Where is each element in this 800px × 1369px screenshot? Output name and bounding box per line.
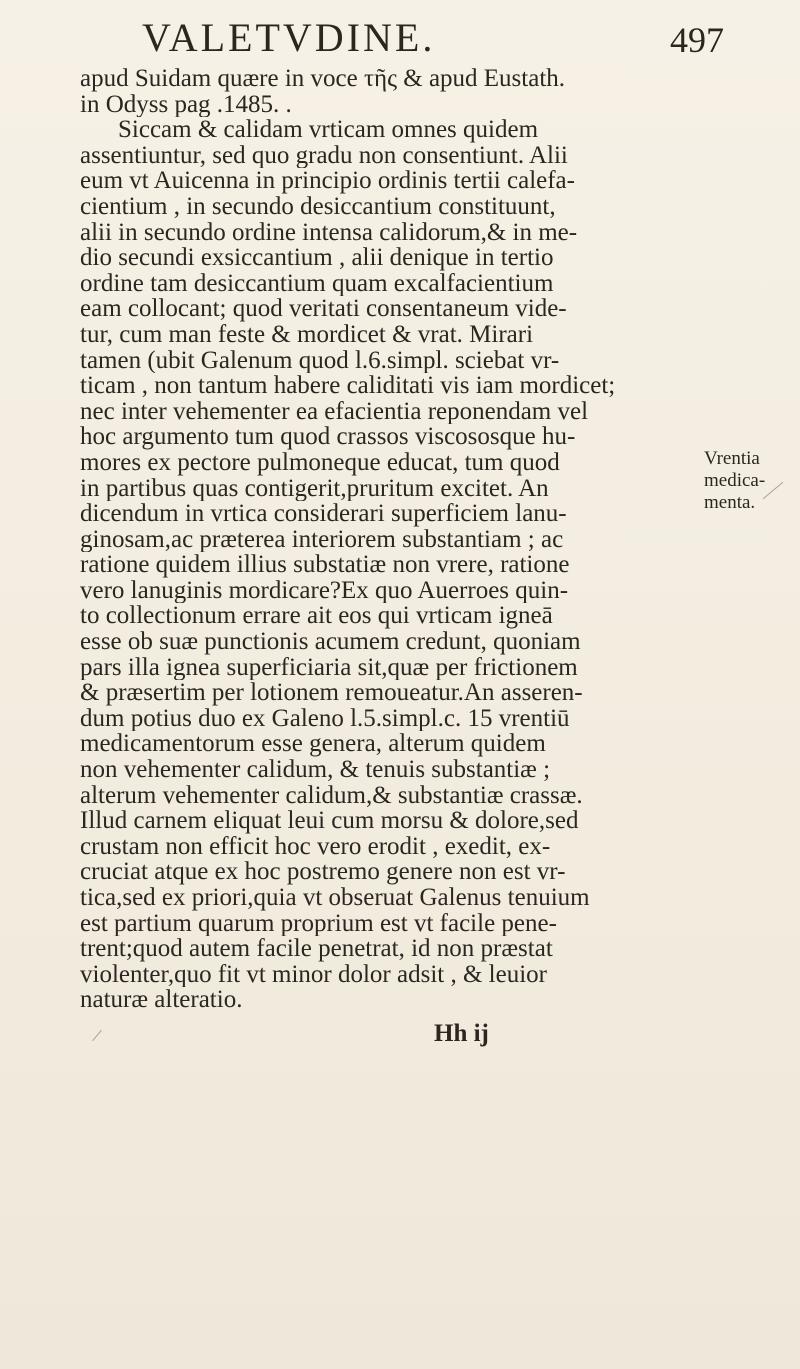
- text-line: & præsertim per lotionem remoueatur.An asseren-: [80, 680, 583, 706]
- text-line: ratione quidem illius substatiæ non vrere, ratione: [80, 552, 570, 578]
- signature-mark: Hh ij: [434, 1020, 489, 1047]
- text-line: alii in secundo ordine intensa calidorum,& in me-: [80, 219, 578, 246]
- text-line: crustam non efficit hoc vero erodit , exedit, ex-: [80, 833, 551, 860]
- text-line: cruciat atque ex hoc postremo genere non est vr-: [80, 859, 566, 885]
- text-line: tamen (ubit Galenum quod l.6.simpl. sciebat vr-: [80, 347, 560, 374]
- marginal-note-line: medica-: [704, 470, 766, 491]
- text-line: dum potius duo ex Galeno l.5.simpl.c. 15 vrentiū: [80, 705, 570, 732]
- text-line: nec inter vehementer ea efacientia reponendam vel: [80, 398, 589, 425]
- text-line: assentiuntur, sed quo gradu non consentiunt. Alii: [80, 142, 568, 169]
- text-line: in partibus quas contigerit,pruritum excitet. An: [80, 475, 549, 502]
- text-line: to collectionum errare ait eos qui vrticam igneā: [80, 603, 553, 630]
- text-line: cientium , in secundo desiccantium constituunt,: [80, 193, 556, 220]
- text-line: mores ex pectore pulmoneque educat, tum quod: [80, 449, 560, 476]
- text-line: ticam , non tantum habere caliditati vis iam mordicet;: [80, 373, 616, 399]
- text-line: ginosam,ac præterea interiorem substantiam ; ac: [80, 526, 564, 553]
- stray-pen-mark: [92, 1030, 102, 1041]
- text-line: Illud carnem eliquat leui cum morsu & dolore,sed: [80, 808, 579, 834]
- text-line: tica,sed ex priori,quia vt obseruat Galenus tenuium: [80, 885, 590, 911]
- text-line: naturæ alteratio.: [80, 987, 243, 1013]
- text-line: est partium quarum proprium est vt facile pene-: [80, 910, 557, 937]
- text-line: in Odyss pag .1485. .: [80, 91, 292, 118]
- marginal-note: [704, 448, 784, 514]
- text-line: ordine tam desiccantium quam excalfacientium: [80, 270, 554, 297]
- text-line: Siccam & calidam vrticam omnes quidem: [118, 117, 539, 143]
- running-head: [0, 14, 800, 68]
- text-line: eam collocant; quod veritati consentaneum vide-: [80, 296, 567, 322]
- text-line: eum vt Auicenna in principio ordinis tertii calefa-: [80, 168, 575, 194]
- text-line: violenter,quo fit vt minor dolor adsit , & leuior: [80, 961, 547, 988]
- text-line: trent;quod autem facile penetrat, id non præstat: [80, 936, 553, 962]
- text-line: dicendum in vrtica considerari superficiem lanu-: [80, 501, 567, 527]
- text-line: esse ob suæ punctionis acumem credunt, quoniam: [80, 629, 581, 655]
- text-line: dio secundi exsiccantium , alii denique in tertio: [80, 245, 554, 271]
- text-line: non vehementer calidum, & tenuis substantiæ ;: [80, 757, 551, 783]
- text-line: pars illa ignea superficiaria sit,quæ per frictionem: [80, 654, 578, 681]
- running-title: VALETVDINE.: [142, 15, 436, 60]
- text-line: tur, cum man feste & mordicet & vrat. Mirari: [80, 321, 534, 348]
- text-line: apud Suidam quære in voce τῆς & apud Eustath.: [80, 66, 566, 92]
- body-text: [80, 66, 696, 1013]
- marginal-note-line: menta.: [704, 492, 756, 513]
- text-line: vero lanuginis mordicare?Ex quo Auerroes quin-: [80, 577, 569, 604]
- marginal-note-line: Vrentia: [704, 448, 760, 469]
- text-line: medicamentorum esse genera, alterum quidem: [80, 731, 546, 758]
- text-line: hoc argumento tum quod crassos viscososque hu-: [80, 424, 576, 450]
- page-number: 497: [670, 20, 724, 60]
- text-line: alterum vehementer calidum,& substantiæ crassæ.: [80, 782, 583, 809]
